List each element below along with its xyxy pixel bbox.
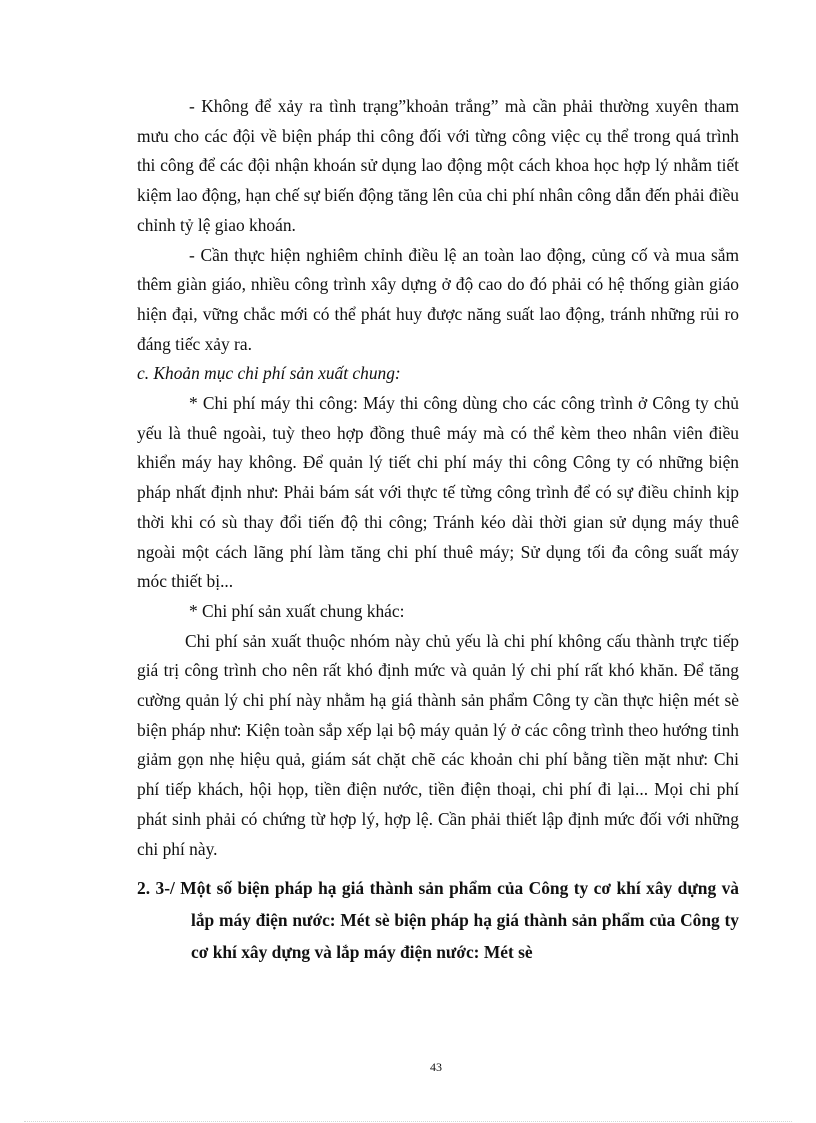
footer-divider [24,1121,792,1122]
paragraph-machine-costs: * Chi phí máy thi công: Máy thi công dùng cho các công trình ở Công ty chủ yếu là thuê ngoài, tuỳ theo hợp đồng thuê máy mà có thể kèm theo nhân viên điều khiển máy hay không. Để quản lý tiết chi phí máy thi công Công ty có những biện pháp nhất định như: Phải bám sát với thực tế từng công trình để có sự điều chỉnh kịp thời khi có sù thay đổi tiến độ thi công; Tránh kéo dài thời gian sử dụng máy thuê ngoài một cách lãng phí làm tăng chi phí thuê máy; Sử dụng tối đa công suất máy móc thiết bị... [137,393,739,592]
paragraph-labor-assignment: - Không để xảy ra tình trạng”khoản trắng” mà cần phải thường xuyên tham mưu cho các đội về biện pháp thi công đối với từng công việc cụ thể trong quá trình thi công để các đội nhận khoán sử dụng lao động một cách khoa học hợp lý nhằm tiết kiệm lao động, hạn chế sự biến động tăng lên của chi phí nhân công dẫn đến phải điều chỉnh tỷ lệ giao khoán. [137,96,739,235]
paragraph-other-costs: Chi phí sản xuất thuộc nhóm này chủ yếu là chi phí không cấu thành trực tiếp giá trị công trình cho nên rất khó định mức và quản lý chi phí rất khó khăn. Để tăng cường quản lý chi phí này nhằm hạ giá thành sản phẩm Công ty cần thực hiện mét sè biện pháp như: Kiện toàn sắp xếp lại bộ máy quản lý ở các công trình theo hướng tinh giảm gọn nhẹ hiệu quả, giám sát chặt chẽ các khoản chi phí bằng tiền mặt như: Chi phí tiếp khách, hội họp, tiền điện nước, tiền điện thoại, chi phí đi lại... Mọi chi phí phát sinh phải có chứng từ hợp lý, hợp lệ. Cần phải thiết lập định mức đối với những chi phí này. [137,630,739,859]
subheading-general-costs: c. Khoản mục chi phí sản xuất chung: [137,363,401,384]
section-heading: 2. 3-/ Một số biện pháp hạ giá thành sản phẩm của Công ty cơ khí xây dựng và lắp máy điện nước: Mét sè biện pháp hạ giá thành sản phẩm của Công ty cơ khí xây dựng và lắp máy điện nước: Mét sè [137,878,739,963]
page-number: 43 [430,1060,442,1074]
page-body [137,92,739,968]
paragraph-labor-safety: - Cần thực hiện nghiêm chỉnh điều lệ an toàn lao động, củng cố và mua sắm thêm giàn giáo, nhiều công trình xây dựng ở độ cao do đó phải có hệ thống giàn giáo hiện đại, vững chắc mới có thể phát huy được năng suất lao động, tránh những rủi ro đáng tiếc xảy ra. [137,244,739,354]
paragraph-other-costs-title: * Chi phí sản xuất chung khác: [189,600,405,621]
